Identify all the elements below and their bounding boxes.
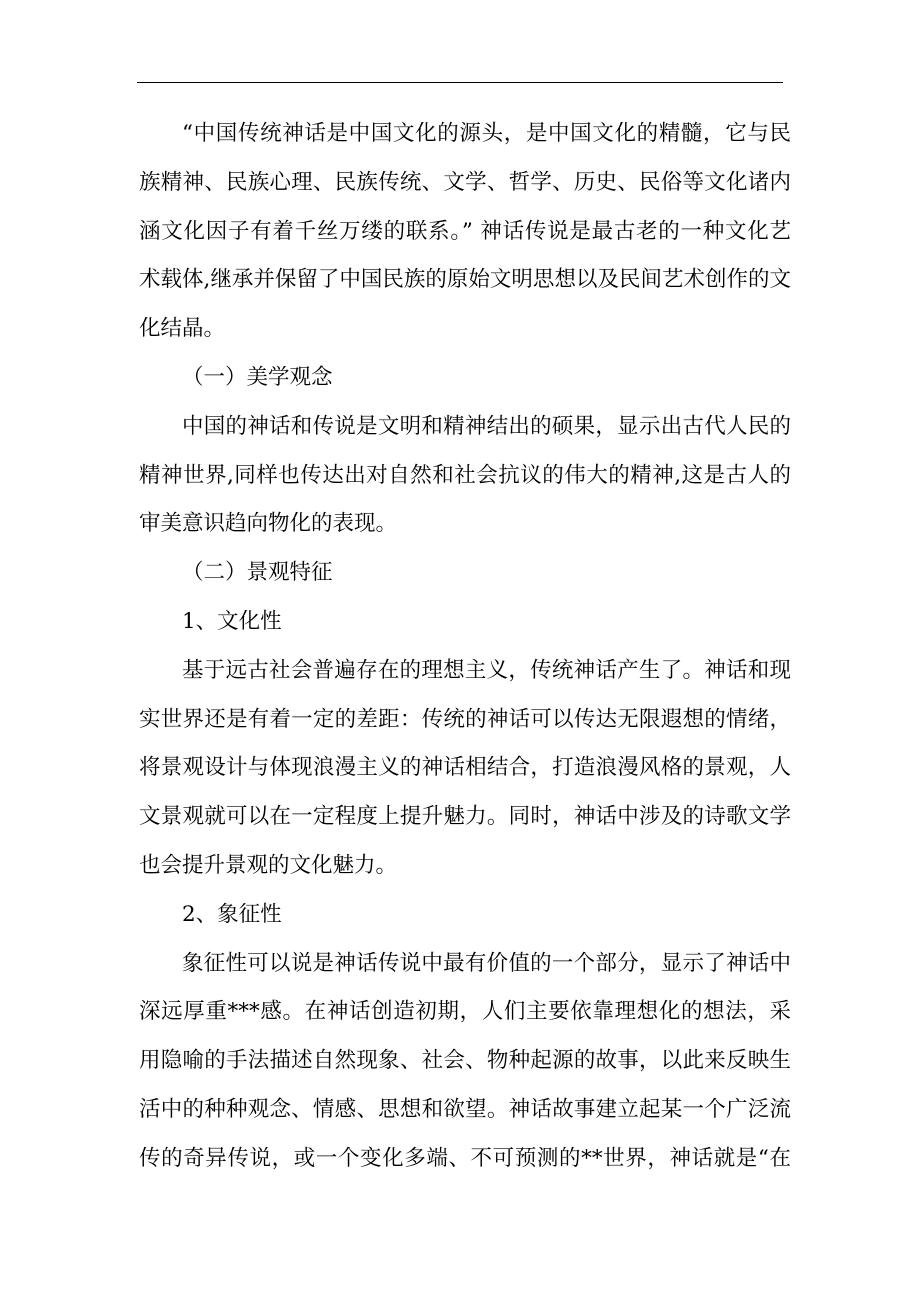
section-heading-aesthetics: （一）美学观念 — [182, 364, 333, 390]
paragraph-aesthetics: 中国的神话和传说是文明和精神结出的硕果，显示出古代人民的精神世界,同样也传达出对自然和社会抗议的伟大的精神,这是古人的审美意识趋向物化的表现。 — [139, 413, 791, 537]
header-rule — [137, 82, 783, 83]
section-heading-landscape: （二）景观特征 — [182, 560, 333, 586]
subheading-cultural: 1、文化性 — [182, 608, 282, 634]
subheading-symbolic: 2、象征性 — [182, 901, 282, 927]
paragraph-intro: “中国传统神话是中国文化的源头，是中国文化的精髓，它与民族精神、民族心理、民族传统、文学、哲学、历史、民俗等文化诸内涵文化因子有着千丝万缕的联系。” 神话传说是最古老的一种文化艺术载体,继承并保留了中国民族的原始文明思想以及民间艺术创作的文化结晶。 — [139, 121, 791, 342]
paragraph-symbolic: 象征性可以说是神话传说中最有价值的一个部分，显示了神话中深远厚重***感。在神话创造初期，人们主要依靠理想化的想法，采用隐喻的手法描述自然现象、社会、物种起源的故事，以此来反映生活中的种种观念、情感、思想和欲望。神话故事建立起某一个广泛流传的奇异传说，或一个变化多端、不可预测的**世界，神话就是“在 — [139, 950, 791, 1171]
paragraph-cultural: 基于远古社会普遍存在的理想主义，传统神话产生了。神话和现实世界还是有着一定的差距：传统的神话可以传达无限遐想的情绪，将景观设计与体现浪漫主义的神话相结合，打造浪漫风格的景观，人文景观就可以在一定程度上提升魅力。同时，神话中涉及的诗歌文学也会提升景观的文化魅力。 — [139, 657, 791, 878]
body-text — [139, 110, 791, 1184]
